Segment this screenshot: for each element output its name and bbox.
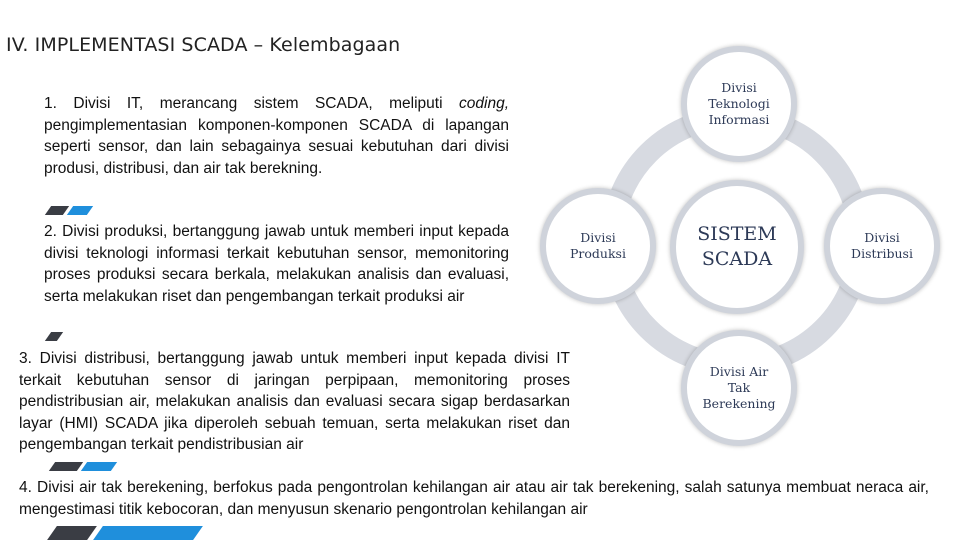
decor-stripe-dark — [47, 526, 97, 540]
node-nrw-division: Divisi Air Tak Berekening — [681, 330, 797, 446]
point-1-text-a: 1. Divisi IT, merancang sistem SCADA, meliputi — [44, 95, 460, 112]
point-production-division: 2. Divisi produksi, bertanggung jawab untuk memberi input kepada divisi teknologi informasi terkait kebutuhan sensor, memonitoring proses produksi secara berkala, melakukan analisis dan evaluasi, serta melakukan riset dan pengembangan terkait produksi air — [44, 223, 509, 305]
decor-stripe-dark — [49, 462, 83, 471]
node-production-division: Divisi Produksi — [540, 188, 656, 304]
decor-stripe-dark — [45, 206, 69, 215]
decor-stripe-dark — [45, 332, 63, 341]
node-it-division: Divisi Teknologi Informasi — [681, 46, 797, 162]
scada-cycle-diagram — [540, 40, 950, 460]
point-it-division — [44, 93, 509, 179]
decor-stripe-blue — [81, 462, 117, 471]
point-1-text-b: pengimplementasian komponen-komponen SCADA di lapangan seperti sensor, dan lain sebagainya sesuai kebutuhan dari divisi produsi, distribusi, dan air tak berekning. — [44, 116, 509, 177]
decor-stripe-blue — [93, 526, 203, 540]
slide-title: IV. IMPLEMENTASI SCADA – Kelembagaan — [6, 34, 401, 56]
decor-stripe-blue — [67, 206, 93, 215]
point-distribution-division: 3. Divisi distribusi, bertanggung jawab untuk memberi input kepada divisi IT terkait kebutuhan sensor di jaringan perpipaan, memonitoring proses pendistribusian air, melakukan analisis dan evaluasi secara sigap berdasarkan layar (HMI) SCADA jika diperoleh sebuah temuan, serta melakukan riset dan pengembangan terkait pendistribusian air — [19, 350, 570, 453]
node-distribution-division: Divisi Distribusi — [824, 188, 940, 304]
point-nrw-division: 4. Divisi air tak berekening, berfokus pada pengontrolan kehilangan air atau air tak berekening, salah satunya membuat neraca air, mengestimasi titik kebocoran, dan menyusun skenario pengontrolan kehilangan air — [19, 479, 929, 518]
node-scada-system: SISTEM SCADA — [670, 180, 804, 314]
point-1-coding: coding, — [459, 95, 509, 112]
